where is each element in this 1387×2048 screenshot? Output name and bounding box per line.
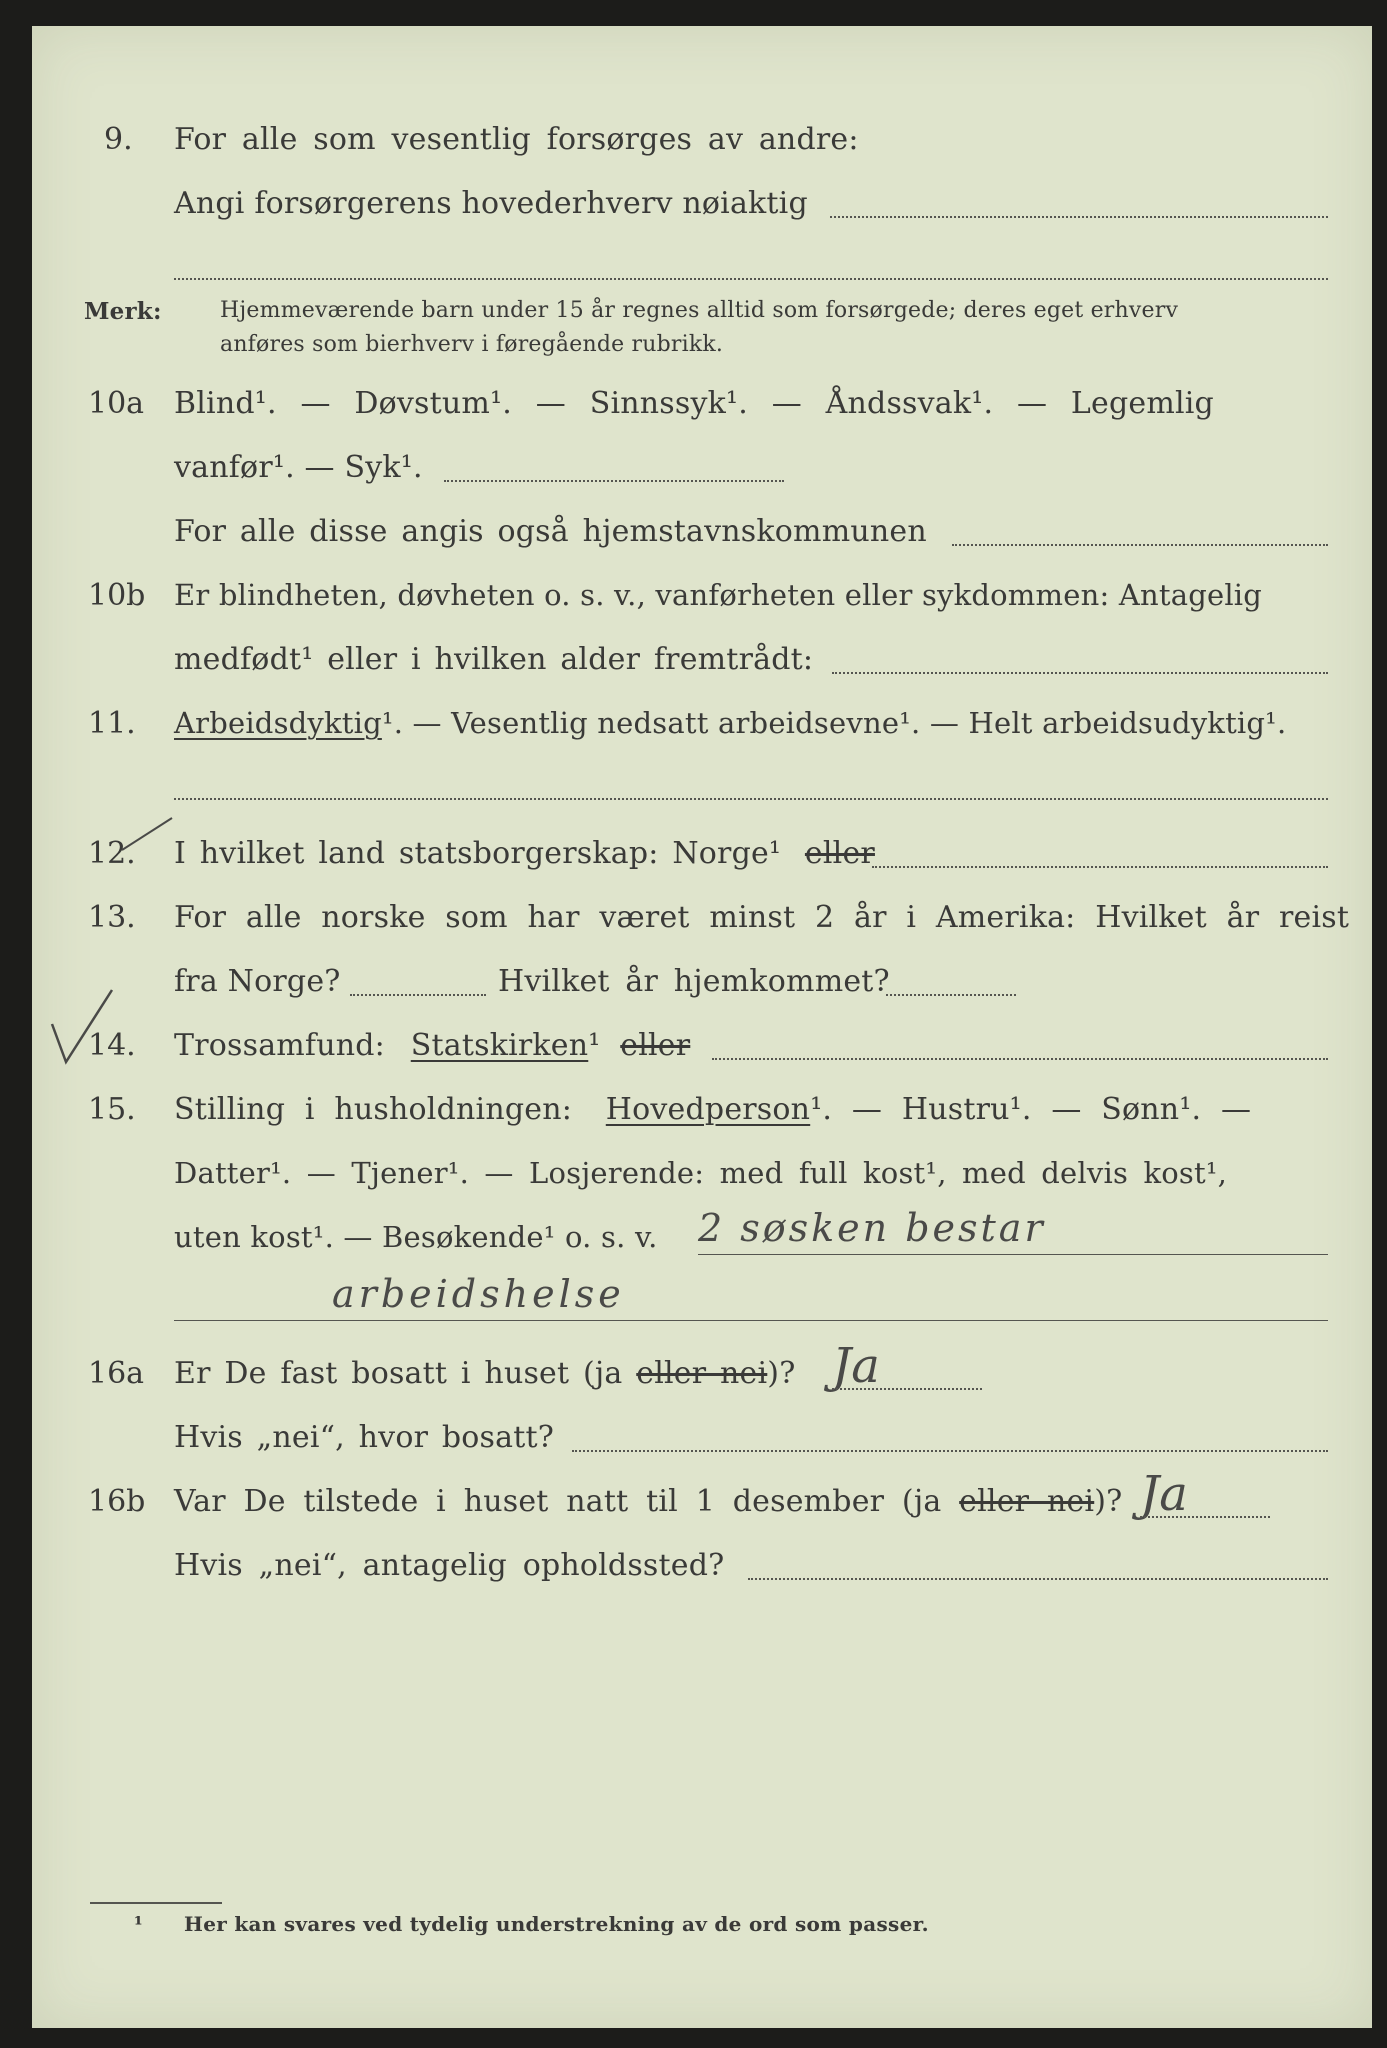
merk-line1: Hjemmeværende barn under 15 år regnes alltid som forsørgede; deres eget erhverv	[220, 298, 1179, 323]
q15-handwritten-answer-1: 2 søsken bestar	[698, 1206, 1046, 1250]
q16b-line2: Hvis „nei“, antagelig opholdssted?	[174, 1548, 725, 1583]
q11-answer-line	[174, 798, 1328, 800]
q15-selected: Hovedperson	[605, 1092, 811, 1127]
q14-label: Trossamfund:	[174, 1028, 385, 1063]
q10b-number: 10b	[88, 578, 146, 613]
footnote-text: Her kan svares ved tydelig understrekning av de ord som passer.	[184, 1912, 929, 1936]
q14-line	[174, 1028, 690, 1063]
q10b-line1: Er blindheten, døvheten o. s. v., vanførheten eller sykdommen: Antagelig	[174, 578, 1263, 612]
q16a-line1	[174, 1356, 796, 1391]
q12-struck: eller	[804, 836, 875, 871]
q12-number: 12.	[88, 836, 136, 871]
q10a-line3: For alle disse angis også hjemstavnskommunen	[174, 514, 927, 549]
q16a-line2: Hvis „nei“, hvor bosatt?	[174, 1420, 555, 1455]
q13-number: 13.	[88, 900, 136, 935]
q16b-line1a: Var De tilstede i huset natt til 1 desember (ja	[174, 1484, 942, 1519]
q16b-answer-line	[1140, 1516, 1270, 1518]
q16a-line1b: )?	[767, 1356, 796, 1391]
q15-line1	[174, 1092, 1251, 1127]
q14-selected: Statskirken	[410, 1028, 589, 1063]
merk-line2: anføres som bierhverv i føregående rubrikk.	[220, 332, 724, 357]
q16a-answer: Ja	[832, 1338, 880, 1394]
q11-number: 11.	[88, 706, 136, 741]
q12-line	[174, 836, 875, 871]
q9-number: 9.	[104, 122, 133, 157]
q12-answer-line	[872, 866, 1328, 868]
q16b-struck: eller nei	[959, 1484, 1095, 1519]
q13-line2a: fra Norge?	[174, 964, 341, 999]
q9-line2: Angi forsørgerens hovederhverv nøiaktig	[174, 186, 808, 221]
q15-number: 15.	[88, 1092, 136, 1127]
q10a-answer-line-2	[952, 544, 1328, 546]
q16a-number: 16a	[88, 1356, 145, 1391]
q16b-line1b: )?	[1094, 1484, 1123, 1519]
q14-struck: eller	[620, 1028, 691, 1063]
checkmark-icon	[44, 984, 124, 1064]
q9-answer-line-2	[174, 278, 1328, 280]
q16b-answer: Ja	[1140, 1466, 1188, 1522]
q13-line1: For alle norske som har været minst 2 år i Amerika: Hvilket år reist	[174, 900, 1350, 935]
q13-line2b: Hvilket år hjemkommet?	[498, 964, 890, 999]
q9-line1: For alle som vesentlig forsørges av andre:	[174, 122, 859, 157]
q10a-line2: vanfør¹. — Syk¹.	[174, 450, 423, 485]
q16a-line1a: Er De fast bosatt i huset (ja	[174, 1356, 623, 1391]
footnote-mark: ¹	[134, 1912, 144, 1936]
q16b-where-line	[748, 1578, 1328, 1580]
q15-line1a: Stilling i husholdningen:	[174, 1092, 573, 1127]
q10a-line1: Blind¹. — Døvstum¹. — Sinnssyk¹. — Åndssvak¹. — Legemlig	[174, 386, 1214, 421]
q11-line	[174, 706, 1286, 740]
q14-number: 14.	[88, 1028, 136, 1063]
q15-handwritten-answer-2: arbeidshelse	[332, 1272, 625, 1316]
q10b-answer-line	[832, 672, 1328, 674]
merk-label: Merk:	[84, 298, 162, 325]
q15-answer-line-2	[174, 1320, 1328, 1321]
q16a-where-line	[572, 1450, 1328, 1452]
q10a-number: 10a	[88, 386, 145, 421]
q13-reist-line	[350, 994, 486, 996]
q9-answer-line	[830, 216, 1328, 218]
q16a-struck: eller nei	[636, 1356, 768, 1391]
q16b-line1	[174, 1484, 1122, 1519]
q15-line3: uten kost¹. — Besøkende¹ o. s. v.	[174, 1220, 658, 1254]
census-form-page	[32, 26, 1372, 2028]
q14-answer-line	[712, 1058, 1328, 1060]
q13-hjem-line	[886, 994, 1016, 996]
q15-line1b: ¹. — Hustru¹. — Sønn¹. —	[810, 1092, 1252, 1127]
q16b-number: 16b	[88, 1484, 146, 1519]
tick-icon	[118, 814, 178, 854]
q15-answer-line-1	[698, 1254, 1328, 1255]
q16a-answer-line	[832, 1388, 982, 1390]
q12-text: I hvilket land statsborgerskap: Norge¹	[174, 836, 782, 871]
q10b-line2: medfødt¹ eller i hvilken alder fremtrådt:	[174, 642, 814, 677]
q14-sup: ¹	[588, 1028, 601, 1063]
footnote-rule	[90, 1902, 222, 1904]
q10a-answer-line	[444, 480, 784, 482]
q11-rest: ¹. — Vesentlig nedsatt arbeidsevne¹. — Helt arbeidsudyktig¹.	[381, 706, 1287, 740]
q11-selected-option: Arbeidsdyktig	[174, 706, 382, 740]
q15-line2: Datter¹. — Tjener¹. — Losjerende: med full kost¹, med delvis kost¹,	[174, 1156, 1228, 1190]
